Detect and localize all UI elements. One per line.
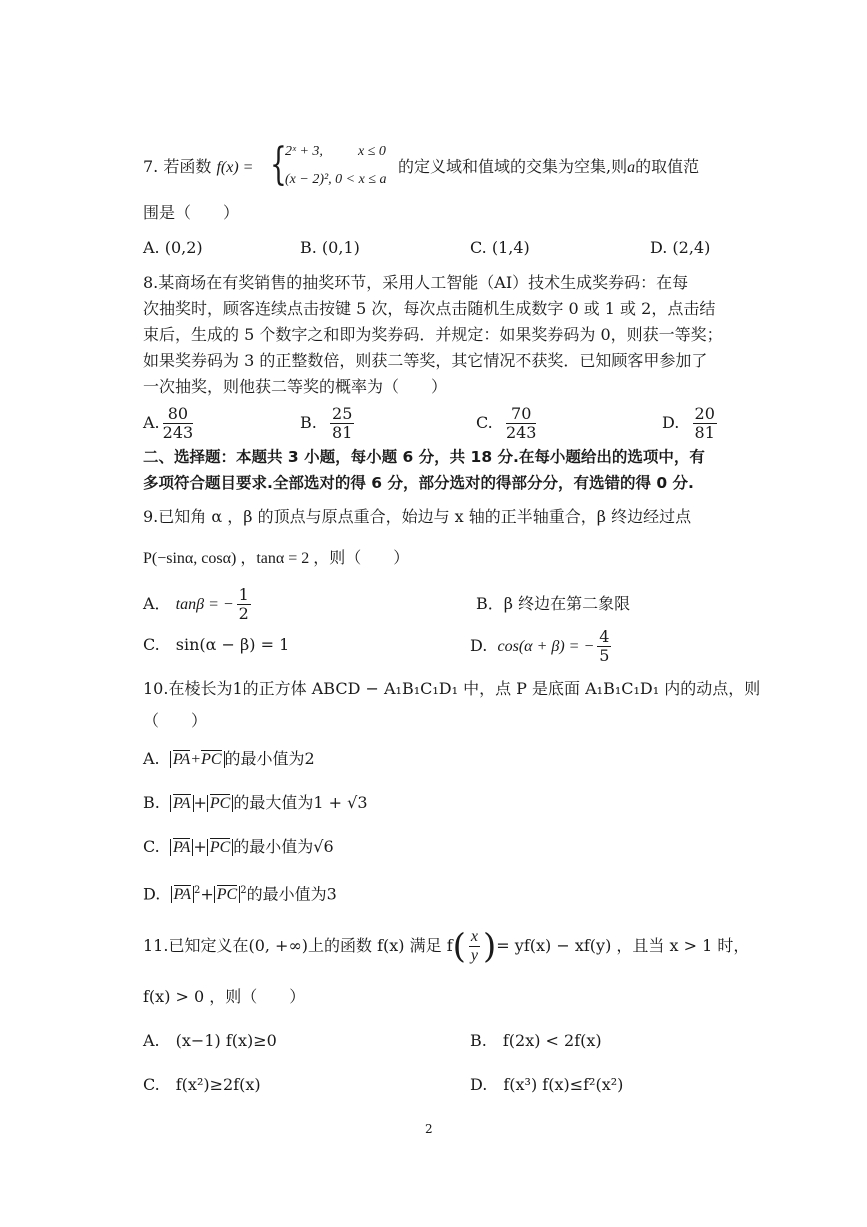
q7-option-c: C. (1,4) bbox=[470, 238, 530, 257]
q9-option-b: B．β 终边在第二象限 bbox=[476, 594, 631, 613]
q11-line1-a: 11.已知定义在 bbox=[143, 936, 249, 955]
q8-option-d-num: 20 bbox=[694, 404, 715, 423]
q10-option-c-abs-pa bbox=[170, 839, 193, 856]
q10-option-d-sq1: 2 bbox=[194, 885, 201, 896]
q11-frac-den: y bbox=[470, 947, 479, 964]
q10-option-d-sq2: 2 bbox=[240, 885, 247, 896]
q10-option-b-vec-pa: PA bbox=[173, 795, 191, 812]
q8-option-d-den: 81 bbox=[694, 423, 715, 442]
q8-option-b-fraction bbox=[330, 405, 354, 442]
q10-line1: 10.在棱长为1的正方体 ABCD − A₁B₁C₁D₁ 中，点 P 是底面 A₁B₁C₁D₁ 内的动点，则 bbox=[143, 679, 761, 698]
q10-option-b-label: B. bbox=[143, 793, 160, 812]
section2-heading-line1: 二、选择题：本题共 3 小题，每小题 6 分，共 18 分.在每小题给出的选项中，有 bbox=[143, 448, 705, 466]
q9-line2: P(−sinα, cosα) ，tanα = 2 ，则（ ） bbox=[143, 550, 410, 567]
page-number: 2 bbox=[425, 1122, 433, 1136]
q10-option-c-vec-pa: PA bbox=[172, 839, 191, 856]
q10-option-b-abs-pc bbox=[207, 795, 233, 812]
q10-option-b bbox=[143, 792, 368, 815]
q10-option-a-label: A. bbox=[143, 749, 160, 768]
q10-option-b-plus: + bbox=[193, 793, 207, 812]
q10-option-a bbox=[143, 748, 315, 771]
q10-option-a-plus: + bbox=[190, 751, 202, 768]
q10-option-a-text: 的最小值为2 bbox=[224, 749, 315, 768]
q9-option-d-den: 5 bbox=[599, 646, 610, 665]
q10-option-a-vec-pc: PC bbox=[201, 751, 222, 768]
q10-option-d-vec-pc: PC bbox=[216, 886, 238, 904]
q8-option-b bbox=[300, 404, 357, 442]
q11-rparen: ) bbox=[483, 926, 497, 967]
q7-option-a: A. (0,2) bbox=[143, 238, 203, 257]
q7-brace: { bbox=[270, 139, 287, 190]
q7-tail-text: 的定义域和值域的交集为空集,则 bbox=[398, 157, 628, 176]
q10-option-a-vec-pa: PA bbox=[172, 751, 191, 768]
q8-option-c-fraction bbox=[506, 405, 537, 442]
q7-tail-end: 的取值范 bbox=[635, 157, 700, 176]
q10-option-d-vec-pa: PA bbox=[173, 886, 191, 904]
q7-lead bbox=[143, 156, 253, 179]
q8-option-b-label: B. bbox=[300, 413, 317, 432]
q8-option-a-fraction bbox=[163, 405, 194, 442]
q10-option-b-text: 的最大值为1 + √3 bbox=[233, 793, 368, 812]
q11-line1-b: (0, +∞) bbox=[248, 936, 309, 955]
q10-option-c-text: 的最小值为√6 bbox=[233, 837, 334, 856]
q10-option-b-abs-pa bbox=[170, 795, 193, 812]
q7-lead-text: 7. 若函数 bbox=[143, 157, 212, 176]
q7-line2: 围是（ ） bbox=[143, 203, 240, 222]
q11-option-d: D. f(x³) f(x)≤f²(x²) bbox=[470, 1075, 624, 1094]
q8-option-c bbox=[476, 404, 539, 442]
q10-option-a-abs bbox=[170, 751, 225, 768]
q10-option-c bbox=[143, 836, 334, 859]
q7-piece2-expr: (x − 2)², 0 < x ≤ a bbox=[285, 172, 387, 187]
q10-option-b-vec-pc: PC bbox=[209, 795, 231, 812]
q11-line1-d: = yf(x) − xf(y) ，且当 x > 1 时， bbox=[496, 936, 750, 955]
q10-option-c-vec-pc: PC bbox=[209, 839, 231, 856]
q8-option-d bbox=[662, 404, 720, 442]
q8-option-c-den: 243 bbox=[505, 423, 537, 442]
q8-option-a-den: 243 bbox=[162, 423, 194, 442]
q8-option-a bbox=[143, 404, 196, 442]
q11-option-c: C. f(x²)≥2f(x) bbox=[143, 1075, 261, 1094]
q8-option-b-den: 81 bbox=[332, 423, 353, 442]
q10-option-d-abs-pa bbox=[171, 886, 194, 903]
q8-line-1: 8.某商场在有奖销售的抽奖环节，采用人工智能（AI）技术生成奖券码：在每 bbox=[143, 273, 689, 292]
q8-line-4: 如果奖券码为 3 的正整数倍，则获二等奖，其它情况不获奖．已知顾客甲参加了 bbox=[143, 351, 708, 370]
q10-option-d-text: 的最小值为3 bbox=[246, 884, 337, 904]
q8-option-d-fraction bbox=[693, 405, 717, 442]
q8-option-a-label: A. bbox=[143, 413, 160, 432]
q10-option-d-abs-pc bbox=[214, 886, 240, 903]
q8-option-c-num: 70 bbox=[506, 405, 537, 424]
q9-option-a-expr: tanβ = − bbox=[175, 596, 234, 613]
q9-option-c: C. sin(α − β) = 1 bbox=[143, 635, 290, 654]
q10-option-c-abs-pc bbox=[207, 839, 233, 856]
q10-line2: （ ） bbox=[143, 711, 208, 730]
q7-tail-var: a bbox=[627, 159, 636, 176]
q9-option-d-num: 4 bbox=[599, 627, 610, 646]
q9-option-a-fraction bbox=[237, 586, 251, 623]
q11-option-b: B. f(2x) < 2f(x) bbox=[470, 1031, 602, 1050]
q10-option-d bbox=[143, 880, 337, 906]
q9-option-a-num: 1 bbox=[238, 585, 249, 604]
q9-option-a-label: A． bbox=[143, 594, 171, 613]
q8-line-2: 次抽奖时，顾客连续点击按键 5 次，每次点击随机生成数字 0 或 1 或 2，点击结 bbox=[143, 299, 716, 318]
q7-piece1-cond: x ≤ 0 bbox=[358, 144, 386, 159]
q9-option-a bbox=[143, 585, 254, 624]
q7-option-b: B. (0,1) bbox=[300, 238, 360, 257]
q7-option-d: D. (2,4) bbox=[650, 238, 711, 257]
q9-option-d-expr: cos(α + β) = − bbox=[497, 638, 595, 655]
q8-option-a-num: 80 bbox=[163, 405, 194, 424]
q11-line1 bbox=[143, 924, 749, 968]
q11-lparen: ( bbox=[452, 926, 466, 967]
q10-option-c-label: C. bbox=[143, 837, 160, 856]
q8-option-c-label: C. bbox=[476, 413, 493, 432]
q8-option-b-num: 25 bbox=[332, 404, 353, 423]
q8-line-3: 束后，生成的 5 个数字之和即为奖券码．并规定：如果奖券码为 0，则获一等奖； bbox=[143, 325, 723, 344]
q8-line-5: 一次抽奖，则他获二等奖的概率为（ ） bbox=[143, 377, 448, 396]
q10-option-d-plus: + bbox=[200, 884, 214, 904]
q8-option-d-label: D. bbox=[662, 413, 680, 432]
q9-option-d-label: D. bbox=[470, 636, 488, 655]
q7-tail bbox=[398, 156, 699, 179]
q11-option-a: A. (x−1) f(x)≥0 bbox=[143, 1031, 277, 1050]
q10-option-d-label: D. bbox=[143, 884, 161, 904]
q7-func: f(x) = bbox=[216, 159, 254, 176]
q11-line1-c: 上的函数 f(x) 满足 f bbox=[308, 936, 453, 955]
q11-frac-num: x bbox=[470, 928, 479, 945]
q10-option-c-plus: + bbox=[193, 837, 207, 856]
q7-piece1-expr: 2ˣ + 3, bbox=[285, 144, 323, 159]
q9-option-d bbox=[470, 627, 614, 666]
q9-option-d-fraction bbox=[597, 628, 611, 665]
q9-line1: 9.已知角 α ，β 的顶点与原点重合，始边与 x 轴的正半轴重合，β 终边经过点 bbox=[143, 507, 692, 526]
q9-option-a-den: 2 bbox=[238, 604, 249, 623]
q11-line2: f(x) > 0 ，则（ ） bbox=[143, 987, 306, 1006]
q11-fraction bbox=[469, 928, 480, 965]
section2-heading-line2: 多项符合题目要求.全部选对的得 6 分，部分选对的得部分分，有选错的得 0 分. bbox=[143, 474, 694, 492]
